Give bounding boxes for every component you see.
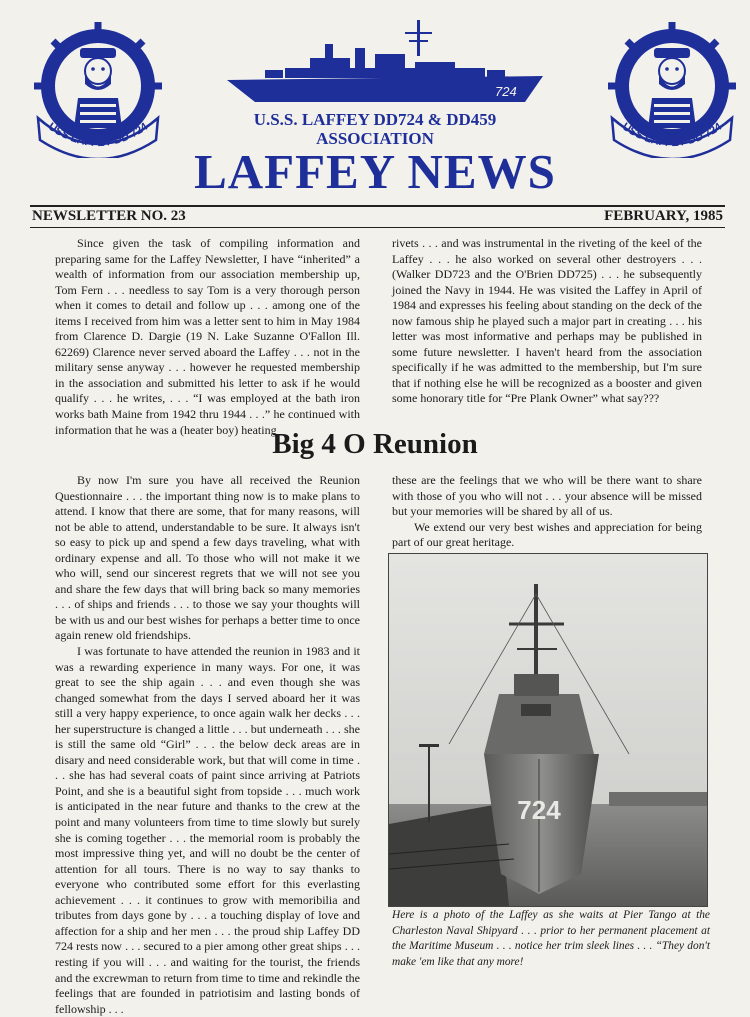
ship-photo [388,553,708,907]
reunion-column-right [392,473,702,551]
destroyer-silhouette [225,18,545,108]
emblem-text-right: USS LAFFEY DD 724 [619,120,725,150]
reunion-column-left [55,473,360,1017]
newsletter-title: LAFFEY NEWS [194,144,556,199]
intro-paragraph: Since given the task of compiling information and preparing same for the Laffey Newsletter, I have “inherited” a wealth of information from our association membership up, Tom Fern . . . needless to say Tom is a very thorough person when it comes to detail and follow up . . . among one of the items I received from him was a letter sent to him in May 1984 from Clarence D. Dargie (19 N. Lake Suzanne O'Fallon Ill. 62269) Clarence never served aboard the Laffey . . . not in the military sense anyway . . . however he requested membership in the association and submitted his letter to ask if he would qualify . . . he writes, . . . “I was employed at the bath iron works bath Maine from 1942 thru 1944 . . .” he continued with information that he was a (heater boy) heating [55,236,360,437]
association-name [190,110,560,148]
header-rule-top [30,205,725,207]
photo-hull-number: 724 [517,795,561,825]
newsletter-number: NEWSLETTER NO. 23 [32,208,186,224]
association-line-1: U.S.S. LAFFEY DD724 & DD459 [253,110,497,129]
reunion-paragraph-closing: We extend our very best wishes and appreciation for being part of our great heritage. [392,519,702,550]
reunion-paragraph-1: By now I'm sure you have all received the Reunion Questionnaire . . . the important thing now is to make plans to attend. I know that there are some, that for many reasons, will not be able to attend, understandable to be sure. It always isn't so easy to pick up and spend a few days traveling, what with ordinary expense and all. To those who will not make it we who will, send our sincerest regrets that we will not see you and share the few days that will bring back so many memories . . . of ships and friends . . . to those we say your thoughts will be with us and our best wishes for perhaps a better time to once again renew old friendships. [55,473,360,643]
intro-column-left [55,236,360,438]
reunion-paragraph-2: I was fortunate to have attended the reunion in 1983 and it was a rewarding experience in many ways. For one, it was great to see the ship again . . . and even though she was changed somewhat from the days I served aboard her it was still a very happy experience, to once again walk her decks . . . her superstructure is changed a little . . . but underneath . . . she is still the same old “Girl” . . . the below deck areas are in disary and need considerable work, but that will come in time . . . she has had several coats of paint since arriving at Patriots Point, and she is a beautiful sight from topside . . . much work is anticipated in the near future and thanks to the crew at the point and many volunteers from time to time slowly but surely she is coming together . . . the memorial room is probably the most impressive thing yet, and will no doubt be the center of attention for all tours. There is no way to say thanks to everyone who contributed some effort for this everlasting achievement . . . it continues to grow with memoribilia and tributes from days gone by . . . a touching display of love and affection for a ship and her men . . . the proud ship Laffey DD 724 rests now . . . secured to a pier among other great ships . . . resting if you will . . . and waiting for the tourist, the friends and the excrewman to return from time to time and rekindle the feelings that are founded in patriotisim and lasting bonds of fellowship . . . [55,644,360,1016]
intro-paragraph-continued: rivets . . . and was instrumental in the riveting of the keel of the Laffey . . . he also worked on several other destroyers . . . (Walker DD723 and the O'Brien DD725) . . . he subsequently joined the Navy in 1944. He was visited the Laffey in April of 1984 and expresses his feeling about standing on the deck of the now famous ship he played such a major part in creating . . . his letter was most informative and perhaps may be published in some future newsletter. I haven't heard from the association specifically if he was admitted to the membership, but I'm sure that if nothing else he will be recognized as a booster and given some honorary title for “Pre Plank Owner” what say??? [392,236,702,406]
photo-caption: Here is a photo of the Laffey as she waits at Pier Tango at the Charleston Naval Shipyard . . . prior to her permanent placement at the Maritime Museum . . . notice her trim sleek lines . . . “They don't make 'em like that any more! [392,909,710,968]
reunion-headline: Big 4 O Reunion [272,428,478,460]
issue-date: FEBRUARY, 1985 [604,208,723,224]
association-line-2: ASSOCIATION [316,129,434,148]
intro-column-right [392,236,702,407]
reunion-paragraph-continued: these are the feelings that we who will be there want to share with those of you who will not . . . your absence will be missed but your memories will be shared by all of us. [392,473,702,519]
uss-laffey-emblem-left [28,18,168,158]
uss-laffey-emblem-right [602,18,742,158]
header-rule-bottom [30,227,725,228]
emblem-text-left: USS LAFFEY DD 724 [45,120,151,150]
ship-hull-number: 724 [495,84,517,99]
